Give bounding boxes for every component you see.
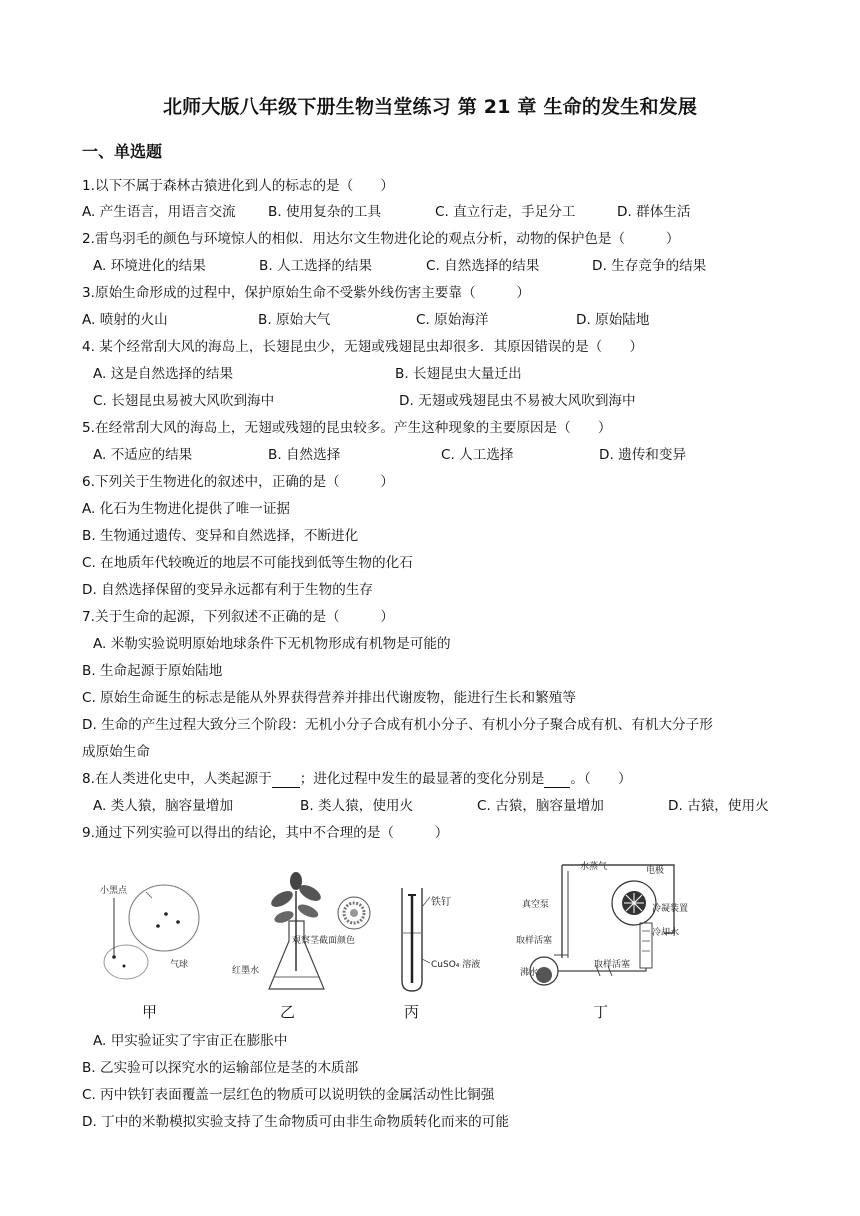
- label-electrode: 电极: [646, 866, 665, 876]
- experiment-figures: [84, 853, 704, 1033]
- question-8-stem: [82, 770, 632, 788]
- question-8-option-b: B. 类人猿，使用火: [300, 798, 414, 814]
- question-4-option-b: B. 长翅昆虫大量迁出: [395, 366, 522, 382]
- question-5-stem: 5.在经常刮大风的海岛上，无翅或残翅的昆虫较多。产生这种现象的主要原因是（ ）: [82, 420, 612, 436]
- question-8-option-a: A. 类人猿，脑容量增加: [93, 798, 234, 814]
- figure-label-jia: 甲: [142, 1003, 158, 1021]
- question-3-option-a: A. 喷射的火山: [82, 312, 168, 328]
- question-9-option-a: A. 甲实验证实了宇宙正在膨胀中: [93, 1033, 288, 1049]
- question-1-option-a: A. 产生语言，用语言交流: [82, 204, 236, 220]
- question-3-option-d: D. 原始陆地: [576, 312, 650, 328]
- question-3-option-b: B. 原始大气: [258, 312, 331, 328]
- label-iron-nail: 铁钉: [431, 897, 451, 908]
- question-8-stem-part-2: ；进化过程中发生的最显著的变化分别是: [299, 771, 545, 787]
- question-6-option-a: A. 化石为生物进化提供了唯一证据: [82, 501, 291, 517]
- question-1-option-c: C. 直立行走，手足分工: [435, 204, 576, 220]
- question-3-stem: 3.原始生命形成的过程中，保护原始生命不受紫外线伤害主要靠（ ）: [82, 285, 530, 301]
- question-2-option-a: A. 环境进化的结果: [93, 258, 206, 274]
- answer-blank-1: [272, 773, 300, 788]
- question-6-option-d: D. 自然选择保留的变异永远都有利于生物的生存: [82, 582, 373, 598]
- label-sampling-valve-right: 取样活塞: [594, 960, 631, 970]
- question-6-option-b: B. 生物通过遗传、变异和自然选择，不断进化: [82, 528, 359, 544]
- question-8-option-c: C. 古猿，脑容量增加: [477, 798, 604, 814]
- label-small-dot: 小黑点: [100, 886, 128, 896]
- question-5-option-a: A. 不适应的结果: [93, 447, 193, 463]
- question-4-option-c: C. 长翅昆虫易被大风吹到海中: [93, 393, 275, 409]
- figure-label-yi: 乙: [280, 1003, 296, 1021]
- question-4-option-d: D. 无翅或残翅昆虫不易被大风吹到海中: [399, 393, 636, 409]
- question-2-option-c: C. 自然选择的结果: [426, 258, 540, 274]
- question-5-option-b: B. 自然选择: [268, 447, 341, 463]
- question-8-stem-part-1: 8.在人类进化史中，人类起源于: [82, 771, 272, 787]
- question-1-option-b: B. 使用复杂的工具: [268, 204, 382, 220]
- label-vacuum-pump: 真空泵: [522, 900, 550, 910]
- figure-label-bing: 丙: [404, 1003, 420, 1021]
- label-water-vapor: 水蒸气: [580, 862, 608, 872]
- question-8-option-d: D. 古猿，使用火: [668, 798, 769, 814]
- answer-blank-2: [544, 773, 570, 788]
- question-9-stem: 9.通过下列实验可以得出的结论，其中不合理的是（ ）: [82, 825, 449, 841]
- question-2-option-b: B. 人工选择的结果: [259, 258, 373, 274]
- question-7-option-d: D. 生命的产生过程大致分三个阶段：无机小分子合成有机小分子、有机小分子聚合成有机、有机大分子形: [82, 717, 713, 733]
- question-7-option-a: A. 米勒实验说明原始地球条件下无机物形成有机物是可能的: [93, 636, 451, 652]
- question-9-option-b: B. 乙实验可以探究水的运输部位是茎的木质部: [82, 1060, 359, 1076]
- label-sampling-valve-left: 取样活塞: [516, 936, 553, 946]
- question-6-stem: 6.下列关于生物进化的叙述中，正确的是（ ）: [82, 474, 395, 490]
- page-title: 北师大版八年级下册生物当堂练习 第 21 章 生命的发生和发展: [162, 96, 698, 118]
- iron-nail-test-tube-diagram: [394, 863, 504, 998]
- question-7-option-d-continued: 成原始生命: [82, 744, 150, 760]
- question-2-stem: 2.雷鸟羽毛的颜色与环境惊人的相似．用达尔文生物进化论的观点分析，动物的保护色是（ ）: [82, 231, 680, 247]
- label-cooling-water: 冷却水: [652, 928, 680, 938]
- question-7-stem: 7.关于生命的起源，下列叙述不正确的是（ ）: [82, 609, 395, 625]
- question-7-option-c: C. 原始生命诞生的标志是能从外界获得营养并排出代谢废物，能进行生长和繁殖等: [82, 690, 576, 706]
- question-1-stem: 1.以下不属于森林古猿进化到人的标志的是（ ）: [82, 178, 395, 194]
- question-9-option-c: C. 丙中铁钉表面覆盖一层红色的物质可以说明铁的金属活动性比铜强: [82, 1087, 495, 1103]
- question-6-option-c: C. 在地质年代较晚近的地层不可能找到低等生物的化石: [82, 555, 413, 571]
- question-8-stem-part-3: 。（ ）: [570, 771, 632, 787]
- figure-label-ding: 丁: [593, 1003, 609, 1021]
- question-9-option-d: D. 丁中的米勒模拟实验支持了生命物质可由非生命物质转化而来的可能: [82, 1114, 509, 1130]
- question-4-stem: 4. 某个经常刮大风的海岛上，长翅昆虫少，无翅或残翅昆虫却很多．其原因错误的是（ ）: [82, 339, 644, 355]
- question-5-option-c: C. 人工选择: [441, 447, 514, 463]
- label-boiling-water: 沸水: [520, 968, 539, 978]
- question-3-option-c: C. 原始海洋: [416, 312, 489, 328]
- question-7-option-b: B. 生命起源于原始陆地: [82, 663, 223, 679]
- label-balloon: 气球: [170, 960, 189, 970]
- question-2-option-d: D. 生存竞争的结果: [592, 258, 707, 274]
- label-observe-stem: 观察茎截面颜色: [292, 936, 356, 946]
- label-red-ink: 红墨水: [232, 966, 260, 976]
- question-5-option-d: D. 遗传和变异: [599, 447, 687, 463]
- label-condenser: 冷凝装置: [652, 904, 689, 914]
- section-heading: 一、单选题: [82, 142, 163, 161]
- question-1-option-d: D. 群体生活: [617, 204, 691, 220]
- question-4-option-a: A. 这是自然选择的结果: [93, 366, 234, 382]
- label-cuso4-solution: CuSO₄ 溶液: [431, 960, 481, 970]
